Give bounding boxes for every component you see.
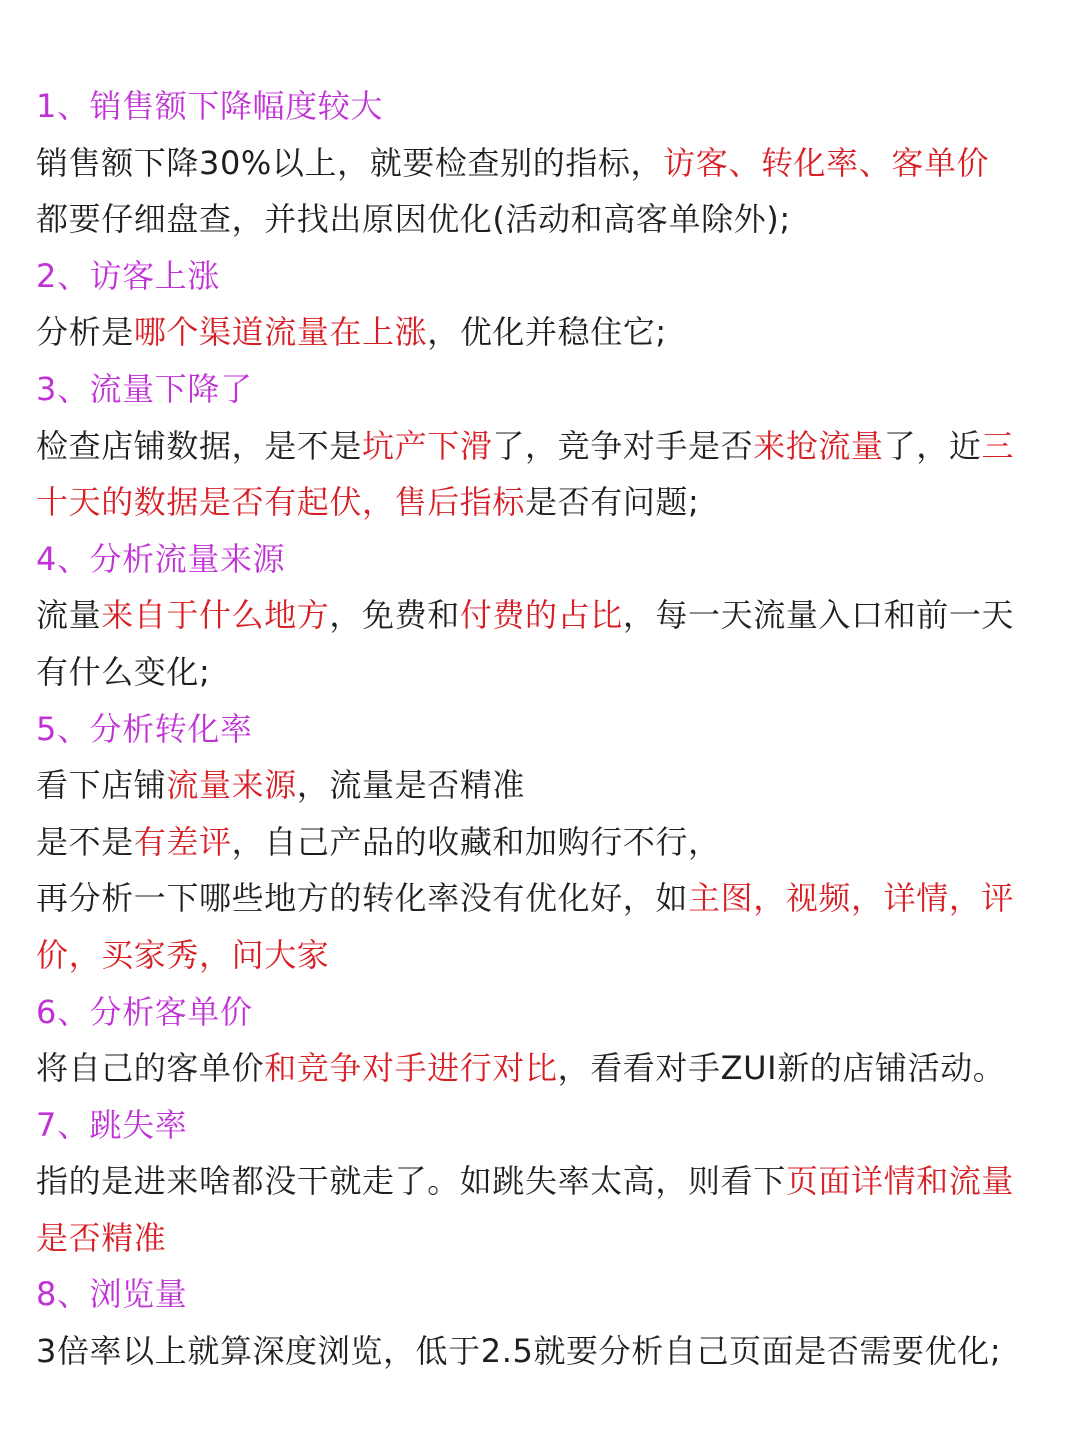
highlighted-text: 访客、转化率、客单价 [663,143,990,182]
highlighted-text: 主图，视频，详情，评 [688,879,1015,918]
highlighted-text: 哪个渠道流量在上涨 [133,313,428,352]
body-line [36,587,1044,644]
body-line [36,1040,1044,1097]
body-text: 流量 [36,596,102,635]
body-line [36,870,1044,927]
body-line [36,304,1044,361]
body-line [36,1210,1044,1267]
body-line [36,757,1044,814]
body-text: 看下店铺 [36,766,167,805]
section-1-heading [36,78,1044,135]
body-text: ，自己产品的收藏和加购行不行， [231,822,721,861]
section-2-heading [36,248,1044,305]
body-text: 都要仔细盘查，并找出原因优化(活动和高客单除外); [36,200,791,239]
highlighted-text: 来自于什么地方 [101,596,330,635]
section-4-heading [36,531,1044,588]
highlighted-text: 三 [981,426,1015,465]
highlighted-text: 来抢流量 [753,426,884,465]
heading-text: 3、流量下降了 [36,369,253,408]
body-text: 销售额下降30%以上，就要检查别的指标， [36,143,664,182]
body-text: 有什么变化; [36,652,211,691]
body-text: ，优化并稳住它; [427,313,667,352]
highlighted-text: 和竞争对手进行对比 [264,1049,558,1088]
body-line [36,1153,1044,1210]
body-text: 是否有问题; [525,483,700,522]
body-text: 是不是 [36,822,134,861]
section-8-heading [36,1266,1044,1323]
body-line [36,191,1044,248]
highlighted-text: 流量来源 [166,766,297,805]
heading-text: 8、浏览量 [36,1275,188,1314]
body-line [36,927,1044,984]
body-text: ，免费和 [329,596,460,635]
body-text: 再分析一下哪些地方的转化率没有优化好，如 [36,879,689,918]
body-line [36,1323,1044,1380]
highlighted-text: 十天的数据是否有起伏，售后指标 [36,483,526,522]
body-text: 将自己的客单价 [36,1049,265,1088]
highlighted-text: 价，买家秀，问大家 [36,935,330,974]
body-text: 了，近 [883,426,982,465]
heading-text: 4、分析流量来源 [36,539,286,578]
body-line [36,418,1044,475]
body-text: 检查店铺数据，是不是 [36,426,363,465]
body-text: ，看看对手ZUI新的店铺活动。 [557,1049,1006,1088]
body-text: ，每一天流量入口和前一天 [622,596,1015,635]
body-line [36,135,1044,192]
highlighted-text: 有差评 [133,822,232,861]
body-line [36,814,1044,871]
heading-text: 2、访客上涨 [36,256,220,295]
highlighted-text: 坑产下滑 [362,426,493,465]
body-text: 3倍率以上就算深度浏览，低于2.5就要分析自己页面是否需要优化; [36,1332,1002,1371]
body-text: 了，竞争对手是否 [492,426,754,465]
body-text: 指的是进来啥都没干就走了。如跳失率太高，则看下 [36,1162,786,1201]
heading-text: 6、分析客单价 [36,992,253,1031]
document-content [36,78,1044,1380]
highlighted-text: 页面详情和流量 [785,1162,1015,1201]
body-text: 分析是 [36,313,134,352]
heading-text: 5、分析转化率 [36,709,253,748]
section-6-heading [36,984,1044,1041]
section-5-heading [36,701,1044,758]
highlighted-text: 是否精准 [36,1218,167,1257]
heading-text: 7、跳失率 [36,1105,188,1144]
section-7-heading [36,1097,1044,1154]
body-line [36,474,1044,531]
heading-text: 1、销售额下降幅度较大 [36,87,383,125]
body-line [36,644,1044,701]
body-text: ，流量是否精准 [296,766,526,805]
highlighted-text: 付费的占比 [459,596,623,635]
section-3-heading [36,361,1044,418]
